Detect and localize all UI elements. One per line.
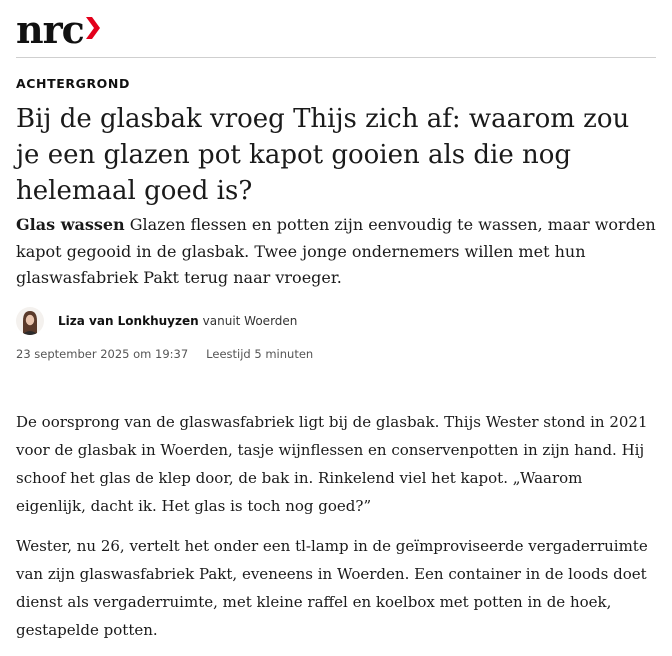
byline [16,307,297,335]
body-paragraph: Wester, nu 26, vertelt het onder een tl-lamp in de geïmproviseerde vergaderruimte van zijn glaswasfabriek Pakt, eveneens in Woerden. Een container in de loods doet dienst als vergaderruimte, met kleine raffel en koelbox met potten in de hoek, gestapelde potten. [16,537,648,639]
author-avatar[interactable] [16,307,44,335]
logo-wordmark: nrc [16,7,84,52]
chevron-right-icon [86,15,100,45]
article-body [16,408,656,656]
author-location: vanuit Woerden [202,314,298,328]
header-divider [16,57,656,58]
nrc-logo[interactable] [16,7,100,52]
lead-label: Glas wassen [16,215,125,234]
lead-text: Glazen flessen en potten zijn eenvoudig te wassen, maar worden kapot gegooid in de glasbak. Twee jonge ondernemers willen met hun glaswasfabriek Pakt terug naar vroeger. [16,215,656,287]
article-meta [16,347,313,361]
article-title: Bij de glasbak vroeg Thijs zich af: waarom zou je een glazen pot kapot gooien als die nog helemaal goed is? [16,104,630,206]
article-lead [16,212,656,292]
article-kicker[interactable]: ACHTERGROND [16,76,130,91]
author-name[interactable]: Liza van Lonkhuyzen [58,314,199,328]
publish-date: 23 september 2025 om 19:37 [16,347,189,361]
reading-time: Leestijd 5 minuten [206,347,314,361]
body-paragraph: De oorsprong van de glaswasfabriek ligt bij de glasbak. Thijs Wester stond in 2021 voor de glasbak in Woerden, tasje wijnflessen en conservenpotten in zijn hand. Hij schoof het glas de klep door, de bak in. Rinkelend viel het kapot. „Waarom eigenlijk, dacht ik. Het glas is toch nog goed?” [16,413,648,515]
